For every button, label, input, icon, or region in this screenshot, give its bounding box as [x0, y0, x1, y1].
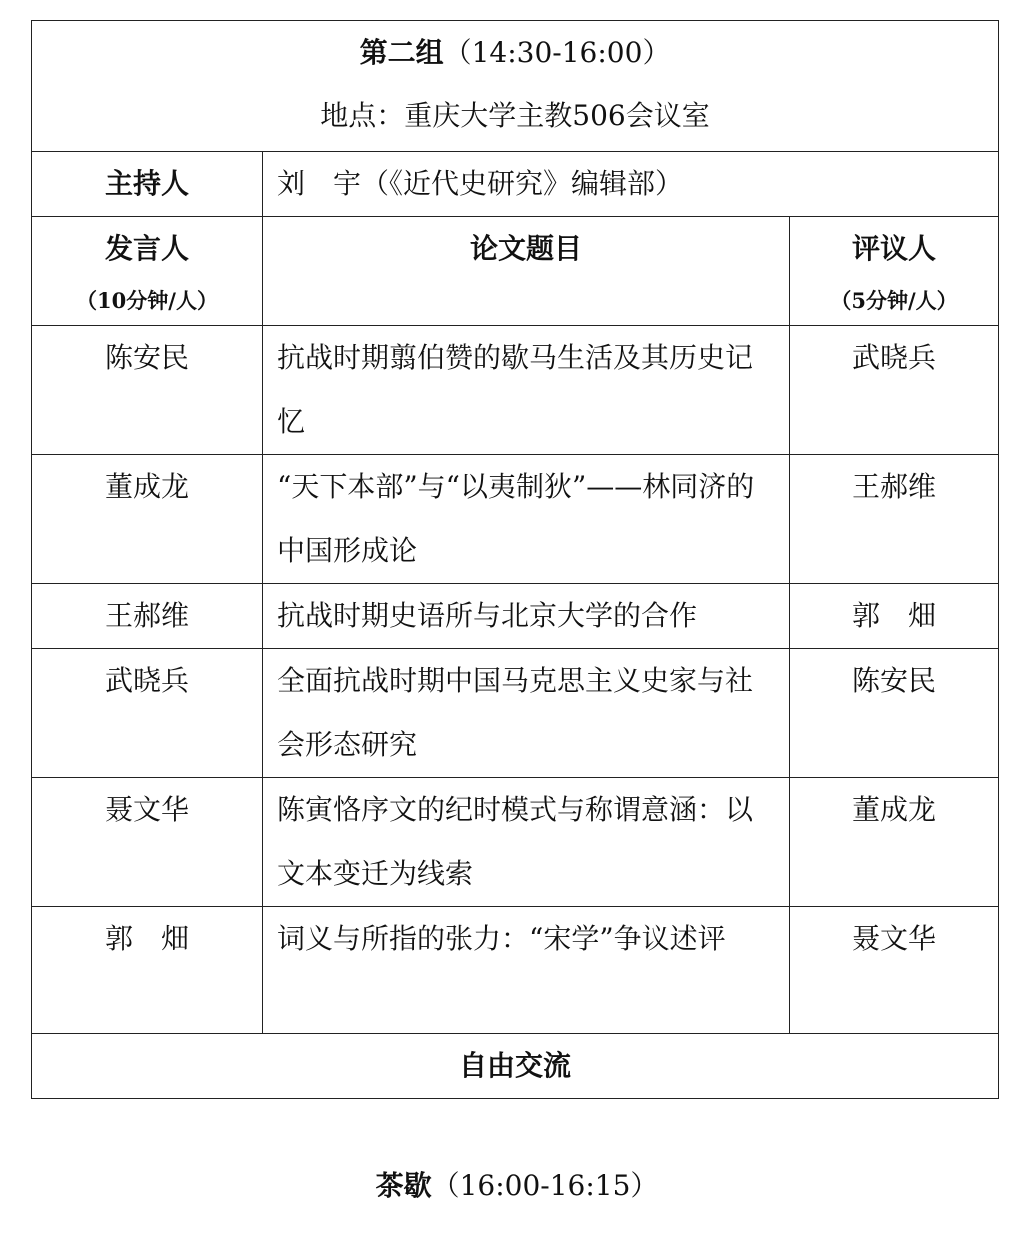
table-row — [32, 326, 999, 455]
tea-break-time: （16:00-16:15） — [431, 1169, 659, 1202]
host-value: 刘 宇（《近代史研究》编辑部） — [263, 152, 999, 217]
paper-cell: “天下本部”与“以夷制狄”——林同济的中国形成论 — [263, 455, 790, 584]
free-discussion: 自由交流 — [32, 1034, 999, 1099]
session-title-time: （14:30-16:00） — [443, 36, 671, 69]
session-header-cell — [32, 21, 999, 152]
speaker-header-label: 发言人 — [104, 232, 189, 265]
speaker-cell: 陈安民 — [32, 326, 263, 455]
reviewer-cell: 董成龙 — [790, 778, 999, 907]
table-row — [32, 778, 999, 907]
host-label: 主持人 — [32, 152, 263, 217]
paper-cell: 抗战时期翦伯赞的歇马生活及其历史记忆 — [263, 326, 790, 455]
speaker-header — [32, 217, 263, 326]
tea-break — [0, 1156, 1034, 1216]
speaker-cell: 郭 畑 — [32, 907, 263, 1034]
reviewer-cell: 郭 畑 — [790, 584, 999, 649]
free-discussion-row — [32, 1034, 999, 1099]
reviewer-cell: 聂文华 — [790, 907, 999, 1034]
reviewer-cell: 武晓兵 — [790, 326, 999, 455]
reviewer-cell: 王郝维 — [790, 455, 999, 584]
session-title-bold: 第二组 — [359, 36, 444, 69]
paper-header-label: 论文题目 — [469, 232, 582, 265]
table-row — [32, 455, 999, 584]
paper-cell: 全面抗战时期中国马克思主义史家与社会形态研究 — [263, 649, 790, 778]
paper-cell: 抗战时期史语所与北京大学的合作 — [263, 584, 790, 649]
column-header-row — [32, 217, 999, 326]
reviewer-cell: 陈安民 — [790, 649, 999, 778]
reviewer-header-note: （5分钟/人） — [830, 288, 958, 313]
paper-cell: 词义与所指的张力：“宋学”争议述评 — [263, 907, 790, 1034]
table-row — [32, 584, 999, 649]
speaker-cell: 武晓兵 — [32, 649, 263, 778]
paper-header — [263, 217, 790, 326]
speaker-cell: 董成龙 — [32, 455, 263, 584]
reviewer-header — [790, 217, 999, 326]
session-header-row — [32, 21, 999, 152]
table-row — [32, 907, 999, 1034]
reviewer-header-label: 评议人 — [852, 232, 937, 265]
tea-break-label: 茶歇 — [375, 1169, 432, 1202]
speaker-header-note: （10分钟/人） — [76, 288, 218, 313]
schedule-table — [31, 20, 999, 1099]
session-location: 地点：重庆大学主教506会议室 — [320, 99, 710, 132]
table-row — [32, 649, 999, 778]
paper-cell: 陈寅恪序文的纪时模式与称谓意涵：以文本变迁为线索 — [263, 778, 790, 907]
host-row — [32, 152, 999, 217]
session-title — [32, 21, 998, 84]
speaker-cell: 王郝维 — [32, 584, 263, 649]
speaker-cell: 聂文华 — [32, 778, 263, 907]
